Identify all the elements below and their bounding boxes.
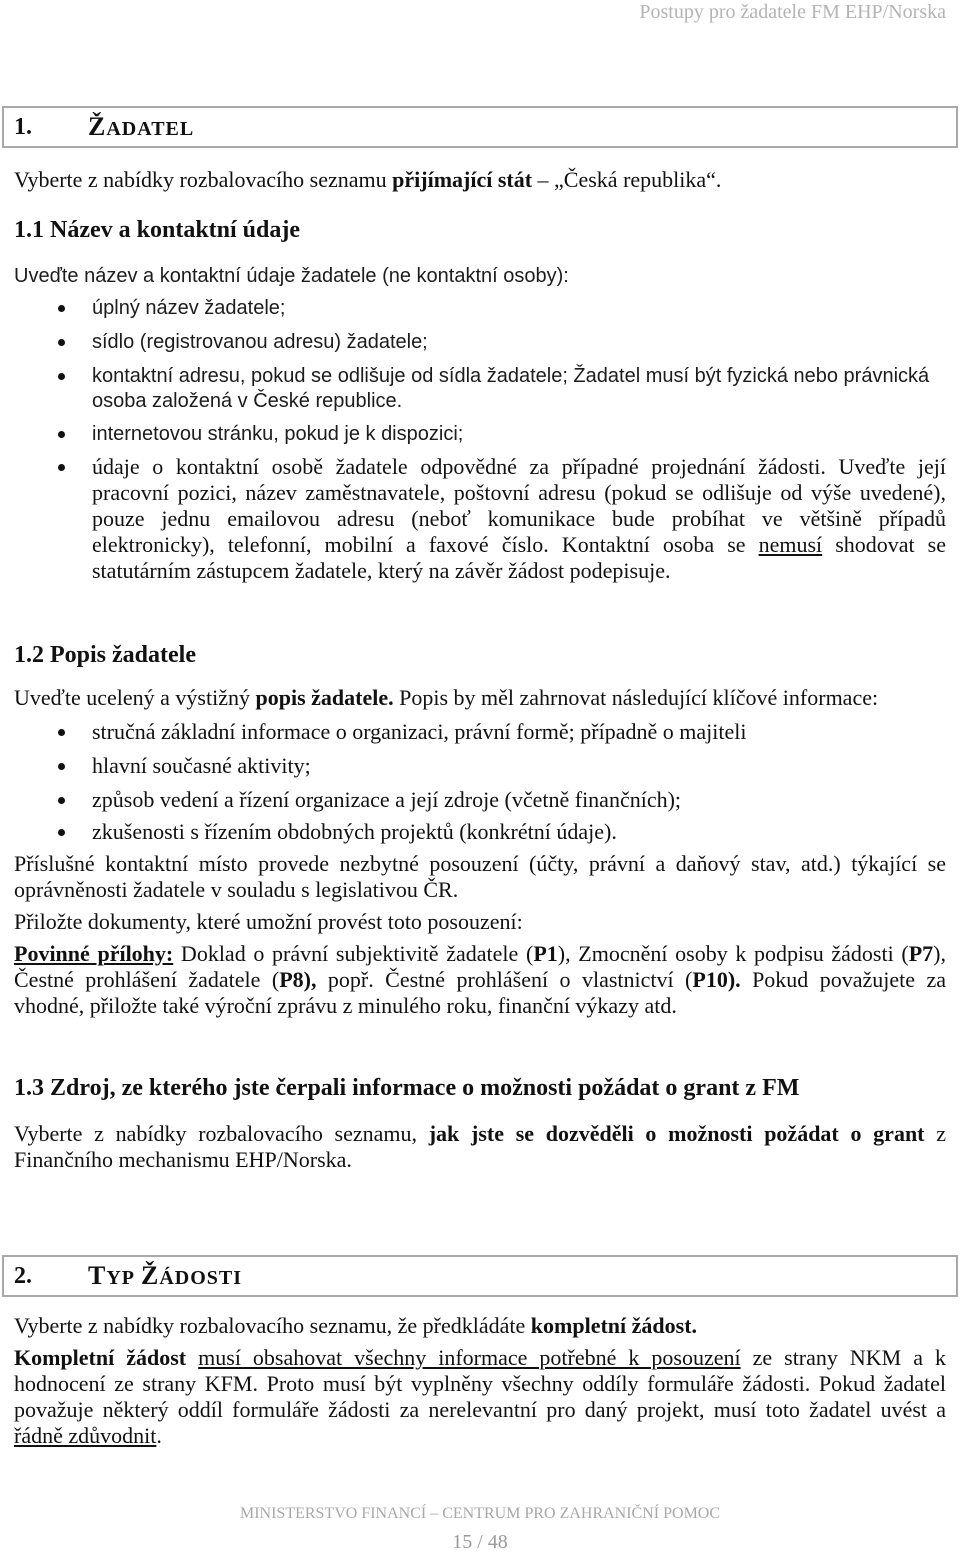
section-title-word: ŽADATEL [88, 112, 195, 141]
section-heading-box [2, 106, 958, 148]
list-item-text: stručná základní informace o organizaci, právní formě; případně o majiteli [92, 719, 747, 744]
assessment-paragraph: Příslušné kontaktní místo provede nezbytné posouzení (účty, právní a daňový stav, atd.) týkající se oprávněnosti žadatele v souladu s legislativou ČR. [14, 851, 946, 902]
attachment-code: P10). [692, 967, 741, 992]
list-item-text: sídlo (registrovanou adresu) žadatele; [92, 331, 428, 353]
paragraph-text: Pokud považujete za vhodné, přiložte také výroční zprávu z minulého roku, finanční výkazy atd. [14, 967, 946, 1018]
paragraph-text: Vyberte z nabídky rozbalovacího seznamu, že předkládáte [14, 1313, 531, 1338]
paragraph-text: ), Zmocnění osoby k podpisu žádosti ( [557, 941, 909, 966]
list-item [92, 364, 946, 414]
bullet-icon [58, 373, 65, 380]
bullet-icon [58, 339, 65, 346]
footer-organization: MINISTERSTVO FINANCÍ – CENTRUM PRO ZAHRANIČNÍ POMOC [239, 1505, 721, 1522]
subsection-intro [14, 685, 946, 711]
paragraph-text: Vyberte z nabídky rozbalovacího seznamu, [14, 1121, 429, 1146]
bullet-icon [58, 305, 65, 312]
attachment-code: P1 [533, 941, 558, 966]
section-title-word: TYP [88, 1261, 136, 1290]
subsection-title: 1.3 Zdroj, ze kterého jste čerpali informace o možnosti požádat o grant z FM [14, 1075, 800, 1101]
section-number: 1. [14, 114, 32, 140]
subsection-title: 1.2 Popis žadatele [14, 642, 196, 668]
paragraph-text: . [156, 1423, 162, 1448]
emphasis-text: popis žadatele. [255, 685, 394, 710]
list-item [92, 422, 946, 447]
list-item-text: zkušenosti s řízením obdobných projektů (konkrétní údaje). [92, 819, 617, 844]
paragraph-text: Uveďte ucelený a výstižný [14, 685, 256, 710]
attachment-code: P8), [279, 967, 317, 992]
underlined-text: řádně zdůvodnit [14, 1423, 157, 1448]
section-title-word: ŽÁDOSTI [141, 1261, 243, 1290]
attachment-note: Přiložte dokumenty, které umožní provést toto posouzení: [14, 909, 523, 934]
section-intro-paragraph [14, 1313, 946, 1339]
list-item [92, 787, 946, 813]
list-item [92, 819, 946, 845]
bullet-icon [58, 829, 65, 836]
list-item-text: úplný název žadatele; [92, 297, 286, 319]
list-item-contact-person [92, 454, 946, 584]
section-intro-paragraph [14, 167, 946, 193]
complete-application-paragraph [14, 1345, 946, 1449]
bullet-icon [58, 763, 65, 770]
paragraph-text: ze strany NKM a k hodnocení ze strany KFM. Proto musí být vyplněny všechny oddíly formuláře žádosti. Pokud žadatel považuje některý oddíl formuláře žádosti za nerelevantní pro daný projekt, musí toto žadatel uvést a [14, 1345, 947, 1422]
list-item [92, 753, 946, 779]
bullet-icon [58, 431, 65, 438]
mandatory-attachments-paragraph [14, 941, 946, 1019]
paragraph-text: popř. Čestné prohlášení o vlastnictví ( [316, 967, 693, 992]
attachment-code: P7 [908, 941, 934, 966]
underlined-text: musí obsahovat všechny informace potřebné k posouzení [198, 1345, 741, 1370]
list-item-text: údaje o kontaktní osobě žadatele odpovědné za případné projednání žádosti. Uveďte její pracovní pozici, název zaměstnavatele, poštovní adresu (pokud se odlišuje od výše uvedené), pouze jednu emailovou adresu (neboť komunikace bude probíhat ve většině případů elektronicky), telefonní, mobilní a faxové číslo. Kontaktní osoba se [92, 454, 946, 557]
paragraph-text: Doklad o právní subjektivitě žadatele ( [173, 941, 534, 966]
emphasis-text: přijímající stát [392, 167, 533, 192]
list-item-text: hlavní současné aktivity; [92, 753, 311, 778]
paragraph-text: ), Čestné prohlášení žadatele ( [14, 941, 946, 992]
emphasis-text: Kompletní žádost [14, 1345, 187, 1370]
emphasis-text: jak jste se dozvěděli o možnosti požádat o grant [428, 1121, 925, 1146]
list-item-text: způsob vedení a řízení organizace a její zdroje (včetně finančních); [92, 787, 682, 812]
list-item [92, 719, 946, 745]
list-item [92, 296, 946, 321]
running-header: Postupy pro žadatele FM EHP/Norska [639, 1, 946, 23]
section-title [88, 108, 200, 148]
source-paragraph [14, 1121, 946, 1173]
subsection-title: 1.1 Název a kontaktní údaje [14, 217, 301, 243]
list-item [92, 330, 946, 355]
page-number: 15 / 48 [452, 1531, 508, 1553]
bullet-icon [58, 464, 65, 471]
paragraph-text: z Finančního mechanismu EHP/Norska. [14, 1121, 946, 1172]
subsection-intro: Uveďte název a kontaktní údaje žadatele (ne kontaktní osoby): [14, 265, 569, 287]
paragraph-text: Popis by měl zahrnovat následující klíčové informace: [393, 685, 879, 710]
bullet-icon [58, 729, 65, 736]
section-number: 2. [14, 1263, 32, 1289]
mandatory-label: Povinné přílohy: [14, 941, 174, 966]
paragraph-text: Vyberte z nabídky rozbalovacího seznamu [14, 167, 393, 192]
section-heading-box [2, 1255, 958, 1297]
underlined-text: nemusí [758, 532, 823, 557]
list-item-text: internetovou stránku, pokud je k dispozici; [92, 423, 464, 445]
bullet-icon [58, 797, 65, 804]
list-item-text: shodovat se statutárním zástupcem žadatele, který na závěr žádost podepisuje. [92, 532, 946, 583]
list-item-text: kontaktní adresu, pokud se odlišuje od sídla žadatele; Žadatel musí být fyzická nebo právnická osoba založená v České republice. [92, 365, 930, 412]
paragraph-text: – „Česká republika“. [532, 167, 722, 192]
emphasis-text: kompletní žádost. [530, 1313, 698, 1338]
section-title [88, 1257, 248, 1297]
